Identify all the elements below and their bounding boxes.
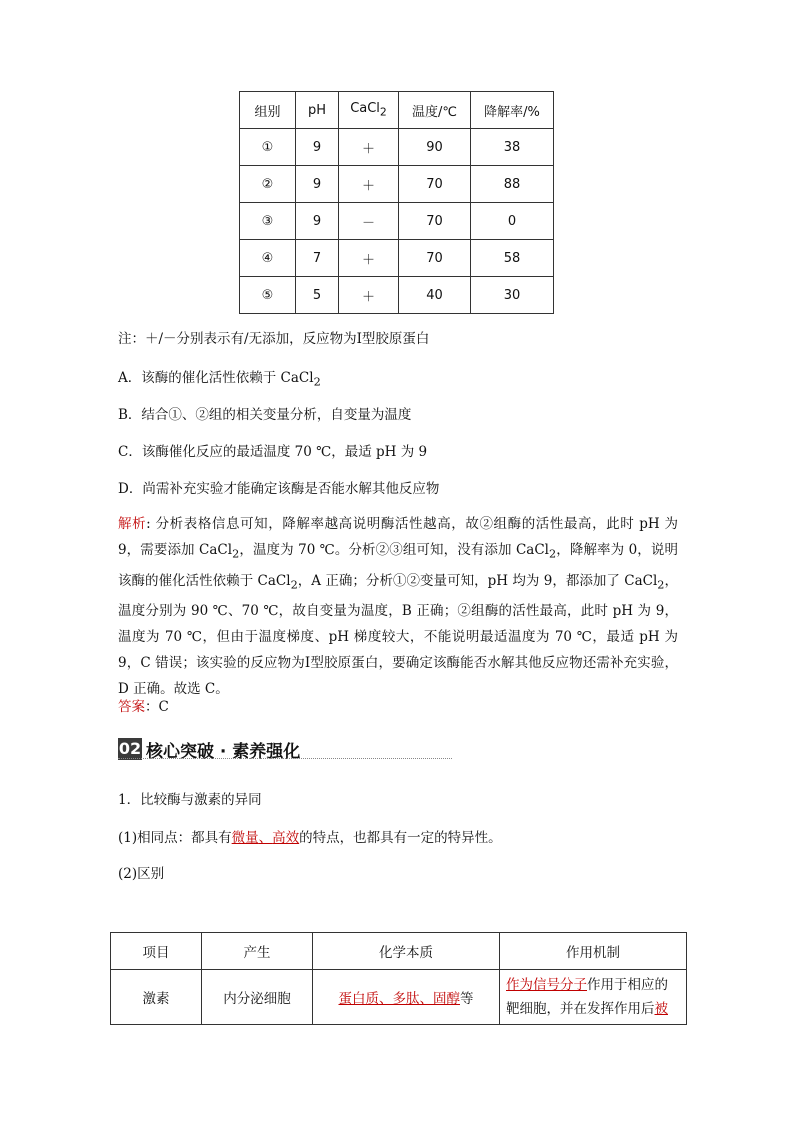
option-a: A．该酶的催化活性依赖于 CaCl$_2$	[118, 370, 321, 389]
table-header-row	[240, 92, 554, 129]
row-source: 内分泌细胞	[202, 970, 313, 1025]
cell: 70	[399, 240, 471, 277]
cell: 58	[471, 240, 554, 277]
analysis-label: 解析	[118, 516, 147, 532]
cell: ＋	[339, 277, 399, 314]
option-c: C．该酶催化反应的最适温度 70 ℃，最适 pH 为 9	[118, 444, 428, 460]
cell: ＋	[339, 166, 399, 203]
table-header-row	[111, 933, 687, 970]
header-nature: 化学本质	[313, 933, 500, 970]
difference-heading: (2)区别	[118, 866, 165, 882]
cell: ③	[240, 203, 296, 240]
cell: 30	[471, 277, 554, 314]
cell: 9	[296, 203, 339, 240]
cell: 9	[296, 129, 339, 166]
cell: 88	[471, 166, 554, 203]
section-divider	[118, 758, 452, 759]
table-row	[240, 240, 554, 277]
cell: 70	[399, 203, 471, 240]
cell: 38	[471, 129, 554, 166]
table-row	[111, 970, 687, 1025]
table-note: 注：＋/－分别表示有/无添加，反应物为Ⅰ型胶原蛋白	[118, 331, 430, 347]
table-row	[240, 129, 554, 166]
header-temperature: 温度/℃	[399, 92, 471, 129]
header-source: 产生	[202, 933, 313, 970]
cell: ②	[240, 166, 296, 203]
table-row	[240, 166, 554, 203]
cell: ⑤	[240, 277, 296, 314]
answer-value: ：C	[145, 699, 169, 715]
header-mechanism: 作用机制	[500, 933, 687, 970]
cell: ＋	[339, 240, 399, 277]
cell: ＋	[339, 129, 399, 166]
fill-blank: 高效	[272, 830, 300, 846]
option-d: D．尚需补充实验才能确定该酶是否能水解其他反应物	[118, 481, 440, 497]
cell: －	[339, 203, 399, 240]
similarity-text: (1)相同点：都具有微量、高效的特点，也都具有一定的特异性。	[118, 830, 502, 846]
cell: 40	[399, 277, 471, 314]
row-mechanism: 作为信号分子作用于相应的靶细胞，并在发挥作用后被	[500, 970, 687, 1025]
cell: 0	[471, 203, 554, 240]
table-row	[240, 203, 554, 240]
row-nature: 蛋白质、多肽、固醇等	[313, 970, 500, 1025]
header-item: 项目	[111, 933, 202, 970]
comparison-table	[110, 932, 687, 1025]
cell: 7	[296, 240, 339, 277]
cell: 9	[296, 166, 339, 203]
fill-blank: 微量	[231, 830, 259, 846]
cell: ①	[240, 129, 296, 166]
point-heading: 1．比较酶与激素的异同	[118, 792, 262, 808]
answer-label: 答案	[118, 699, 145, 715]
experiment-table	[239, 91, 554, 314]
analysis-paragraph: 解析: 分析表格信息可知，降解率越高说明酶活性越高，故②组酶的活性最高，此时 pH 为 9，需要添加 CaCl$_2$，温度为 70 ℃。分析②③组可知，没有添加 CaCl$_2$，降解率为 0，说明该酶的催化活性依赖于 CaCl$_2$，A 正确；分析①②变量可知，pH 均为 9，都添加了 CaCl$_2$，温度分别为 90 ℃、70 ℃，故自变量为温度，B 正确；②组酶的活性最高，此时 pH 为 9，温度为 70 ℃，但由于温度梯度、pH 梯度较大，不能说明最适温度为 70 ℃，最适 pH 为 9，C 错误；该实验的反应物为Ⅰ型胶原蛋白，要确定该酶能否水解其他反应物还需补充实验，D 正确。故选 C。	[118, 516, 679, 698]
table-row	[240, 277, 554, 314]
section-title: 核心突破 · 素养强化	[146, 742, 301, 762]
header-degradation: 降解率/%	[471, 92, 554, 129]
row-label: 激素	[111, 970, 202, 1025]
answer	[118, 695, 169, 715]
header-ph: pH	[296, 92, 339, 129]
cell: 70	[399, 166, 471, 203]
cell: ④	[240, 240, 296, 277]
section-badge: 02	[118, 739, 142, 758]
header-group: 组别	[240, 92, 296, 129]
header-cacl2: CaCl$_2$	[339, 92, 399, 129]
cell: 90	[399, 129, 471, 166]
option-b: B．结合①、②组的相关变量分析，自变量为温度	[118, 407, 412, 423]
cell: 5	[296, 277, 339, 314]
